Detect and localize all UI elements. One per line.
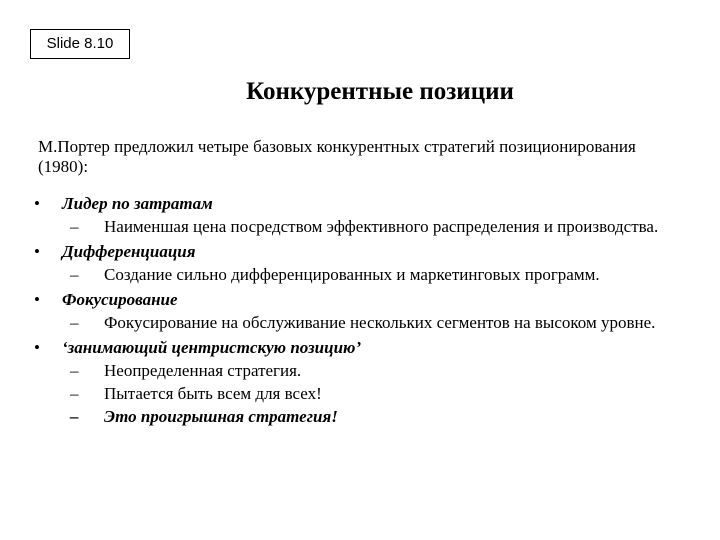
sub-item-text: Неопределенная стратегия.: [104, 361, 302, 380]
list-item: [34, 290, 694, 333]
sub-item: [70, 313, 694, 333]
dash-icon: –: [70, 361, 79, 380]
dash-icon: –: [70, 384, 79, 403]
bullet-icon: •: [34, 338, 40, 357]
dash-icon: –: [70, 313, 79, 332]
strategy-list: [34, 194, 694, 432]
sub-item-text: Пытается быть всем для всех!: [104, 384, 322, 403]
dash-icon: –: [70, 265, 79, 284]
strategy-heading: Фокусирование: [62, 290, 178, 309]
sub-item: [70, 384, 694, 404]
dash-icon: –: [70, 407, 79, 426]
strategy-heading: Дифференциация: [62, 242, 196, 261]
sub-item: [70, 217, 694, 237]
list-item: [34, 242, 694, 285]
bullet-icon: •: [34, 290, 40, 309]
sub-item-text: Фокусирование на обслуживание нескольких сегментов на высоком уровне.: [104, 313, 656, 332]
dash-icon: –: [70, 217, 79, 236]
sub-item: [70, 361, 694, 381]
intro-paragraph: М.Портер предложил четыре базовых конкурентных стратегий позиционирования (1980):: [38, 137, 636, 176]
list-item: [34, 194, 694, 237]
sub-item: [70, 265, 694, 285]
sub-item: [70, 407, 694, 427]
strategy-heading: ‘занимающий центристскую позицию’: [62, 338, 362, 357]
sub-item-text: Это проигрышная стратегия!: [104, 407, 338, 426]
slide-number-label: Slide 8.10: [30, 29, 130, 59]
sub-item-text: Наименшая цена посредством эффективного распределения и производства.: [104, 217, 659, 236]
sub-item-text: Создание сильно дифференцированных и маркетинговых программ.: [104, 265, 600, 284]
bullet-icon: •: [34, 194, 40, 213]
slide-title: Конкурентные позиции: [246, 78, 514, 105]
list-item: [34, 338, 694, 427]
strategy-heading: Лидер по затратам: [62, 194, 213, 213]
bullet-icon: •: [34, 242, 40, 261]
